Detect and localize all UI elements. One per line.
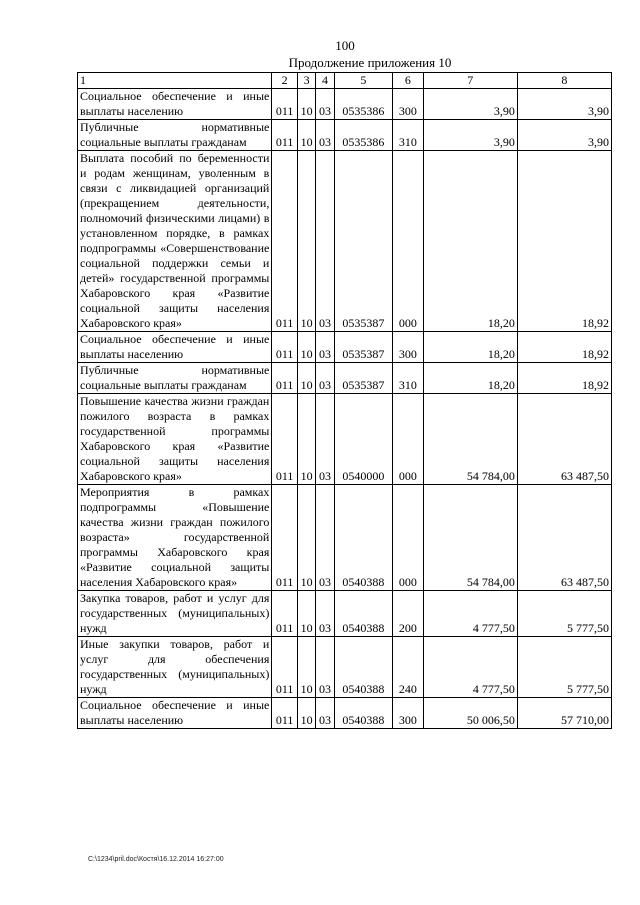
amount-cell-col8: 18,92 bbox=[517, 151, 611, 332]
column-header: 8 bbox=[517, 73, 611, 89]
amount-cell-col8: 5 777,50 bbox=[517, 591, 611, 637]
amount-cell-col8: 57 710,00 bbox=[517, 698, 611, 729]
footer-file-path: C:\1234\pril.doc\Костя\16.12.2014 16:27:00 bbox=[88, 856, 224, 863]
column-header: 4 bbox=[316, 73, 334, 89]
continuation-heading: Продолжение приложения 10 bbox=[288, 55, 452, 70]
column-header: 3 bbox=[297, 73, 315, 89]
table-row bbox=[78, 485, 612, 591]
row-name-cell: Социальное обеспечение и иные выплаты населению bbox=[78, 332, 272, 363]
expense-type-cell: 310 bbox=[393, 363, 424, 394]
ministry-code-cell: 011 bbox=[272, 485, 298, 591]
ministry-code-cell: 011 bbox=[272, 637, 298, 698]
table-row bbox=[78, 89, 612, 120]
amount-cell-col7: 3,90 bbox=[423, 89, 517, 120]
row-name-cell: Закупка товаров, работ и услуг для государственных (муниципальных) нужд bbox=[78, 591, 272, 637]
ministry-code-cell: 011 bbox=[272, 89, 298, 120]
subsection-code-cell: 03 bbox=[316, 363, 334, 394]
section-code-cell: 10 bbox=[297, 363, 315, 394]
section-code-cell: 10 bbox=[297, 120, 315, 151]
subsection-code-cell: 03 bbox=[316, 332, 334, 363]
subsection-code-cell: 03 bbox=[316, 89, 334, 120]
amount-cell-col7: 4 777,50 bbox=[423, 637, 517, 698]
amount-cell-col8: 63 487,50 bbox=[517, 485, 611, 591]
section-code-cell: 10 bbox=[297, 485, 315, 591]
table-row bbox=[78, 591, 612, 637]
table-header-row bbox=[78, 73, 612, 89]
table-body bbox=[78, 89, 612, 729]
column-header: 2 bbox=[272, 73, 298, 89]
expense-type-cell: 300 bbox=[393, 332, 424, 363]
ministry-code-cell: 011 bbox=[272, 591, 298, 637]
row-name-cell: Мероприятия в рамках подпрограммы «Повышение качества жизни граждан пожилого возраста» государственной программы Хабаровского края «Развитие социальной защиты населения Хабаровского края» bbox=[78, 485, 272, 591]
expense-type-cell: 000 bbox=[393, 394, 424, 485]
amount-cell-col7: 18,20 bbox=[423, 151, 517, 332]
subsection-code-cell: 03 bbox=[316, 151, 334, 332]
row-name-cell: Социальное обеспечение и иные выплаты населению bbox=[78, 89, 272, 120]
expense-type-cell: 000 bbox=[393, 151, 424, 332]
subsection-code-cell: 03 bbox=[316, 591, 334, 637]
subsection-code-cell: 03 bbox=[316, 637, 334, 698]
amount-cell-col7: 18,20 bbox=[423, 332, 517, 363]
column-header: 7 bbox=[423, 73, 517, 89]
ministry-code-cell: 011 bbox=[272, 394, 298, 485]
row-name-cell: Иные закупки товаров, работ и услуг для обеспечения государственных (муниципальных) нужд bbox=[78, 637, 272, 698]
ministry-code-cell: 011 bbox=[272, 332, 298, 363]
amount-cell-col8: 18,92 bbox=[517, 363, 611, 394]
amount-cell-col8: 3,90 bbox=[517, 89, 611, 120]
target-article-cell: 0535387 bbox=[334, 363, 392, 394]
column-header: 6 bbox=[393, 73, 424, 89]
column-header: 5 bbox=[334, 73, 392, 89]
section-code-cell: 10 bbox=[297, 151, 315, 332]
amount-cell-col8: 5 777,50 bbox=[517, 637, 611, 698]
target-article-cell: 0540388 bbox=[334, 591, 392, 637]
ministry-code-cell: 011 bbox=[272, 698, 298, 729]
budget-table bbox=[77, 72, 612, 729]
page-number: 100 bbox=[335, 38, 355, 53]
target-article-cell: 0535386 bbox=[334, 120, 392, 151]
subsection-code-cell: 03 bbox=[316, 698, 334, 729]
expense-type-cell: 200 bbox=[393, 591, 424, 637]
subsection-code-cell: 03 bbox=[316, 120, 334, 151]
subsection-code-cell: 03 bbox=[316, 485, 334, 591]
table-row bbox=[78, 394, 612, 485]
target-article-cell: 0535387 bbox=[334, 151, 392, 332]
amount-cell-col7: 54 784,00 bbox=[423, 394, 517, 485]
section-code-cell: 10 bbox=[297, 698, 315, 729]
target-article-cell: 0535387 bbox=[334, 332, 392, 363]
amount-cell-col7: 54 784,00 bbox=[423, 485, 517, 591]
section-code-cell: 10 bbox=[297, 591, 315, 637]
expense-type-cell: 240 bbox=[393, 637, 424, 698]
row-name-cell: Повышение качества жизни граждан пожилого возраста в рамках государственной программы Хабаровского края «Развитие социальной защиты населения Хабаровского края» bbox=[78, 394, 272, 485]
row-name-cell: Публичные нормативные социальные выплаты гражданам bbox=[78, 120, 272, 151]
target-article-cell: 0535386 bbox=[334, 89, 392, 120]
subsection-code-cell: 03 bbox=[316, 394, 334, 485]
table-row bbox=[78, 332, 612, 363]
row-name-cell: Социальное обеспечение и иные выплаты населению bbox=[78, 698, 272, 729]
target-article-cell: 0540000 bbox=[334, 394, 392, 485]
amount-cell-col7: 18,20 bbox=[423, 363, 517, 394]
amount-cell-col7: 50 006,50 bbox=[423, 698, 517, 729]
amount-cell-col7: 4 777,50 bbox=[423, 591, 517, 637]
ministry-code-cell: 011 bbox=[272, 120, 298, 151]
table-row bbox=[78, 698, 612, 729]
target-article-cell: 0540388 bbox=[334, 637, 392, 698]
ministry-code-cell: 011 bbox=[272, 363, 298, 394]
amount-cell-col7: 3,90 bbox=[423, 120, 517, 151]
section-code-cell: 10 bbox=[297, 394, 315, 485]
expense-type-cell: 300 bbox=[393, 698, 424, 729]
row-name-cell: Публичные нормативные социальные выплаты гражданам bbox=[78, 363, 272, 394]
ministry-code-cell: 011 bbox=[272, 151, 298, 332]
table-row bbox=[78, 363, 612, 394]
target-article-cell: 0540388 bbox=[334, 485, 392, 591]
section-code-cell: 10 bbox=[297, 637, 315, 698]
amount-cell-col8: 63 487,50 bbox=[517, 394, 611, 485]
row-name-cell: Выплата пособий по беременности и родам женщинам, уволенным в связи с ликвидацией организаций (прекращением деятельности, полномочий физическими лицами) в установленном порядке, в рамках подпрограммы «Совершенствование социальной поддержки семьи и детей» государственной программы Хабаровского края «Развитие социальной защиты населения Хабаровского края» bbox=[78, 151, 272, 332]
table-row bbox=[78, 637, 612, 698]
table-row bbox=[78, 120, 612, 151]
amount-cell-col8: 18,92 bbox=[517, 332, 611, 363]
column-header: 1 bbox=[78, 73, 272, 89]
section-code-cell: 10 bbox=[297, 89, 315, 120]
expense-type-cell: 000 bbox=[393, 485, 424, 591]
table-row bbox=[78, 151, 612, 332]
amount-cell-col8: 3,90 bbox=[517, 120, 611, 151]
target-article-cell: 0540388 bbox=[334, 698, 392, 729]
section-code-cell: 10 bbox=[297, 332, 315, 363]
expense-type-cell: 310 bbox=[393, 120, 424, 151]
expense-type-cell: 300 bbox=[393, 89, 424, 120]
